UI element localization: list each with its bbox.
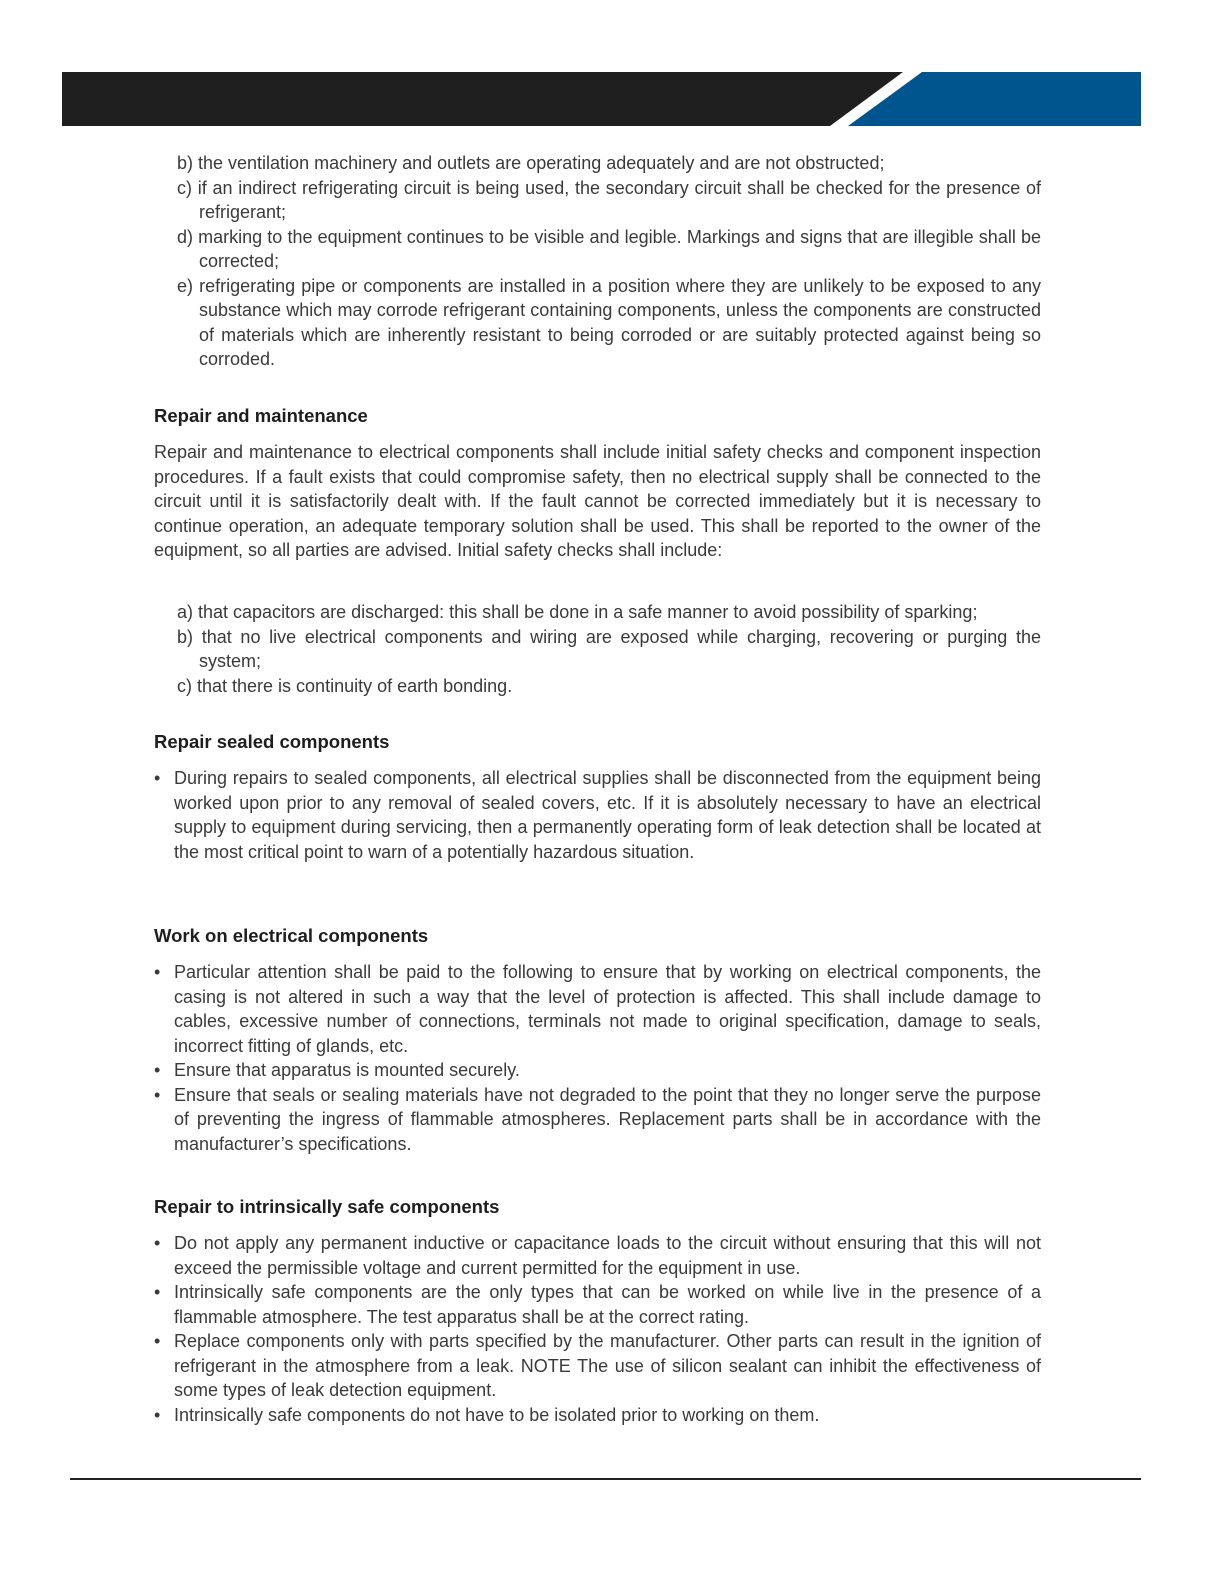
- bullet-item: • Replace components only with parts specified by the manufacturer. Other parts can result in the ignition of refrigerant in the atmosphere from a leak. NOTE The use of silicon sealant can inhibit the effectiveness of some types of leak detection equipment.: [154, 1331, 1041, 1400]
- safety-checks-list: [154, 600, 1041, 698]
- list-item: b) the ventilation machinery and outlets are operating adequately and are not obstructed;: [177, 153, 885, 173]
- bullet-item: • Intrinsically safe components are the only types that can be worked on while live in the presence of a flammable atmosphere. The test apparatus shall be at the correct rating.: [154, 1282, 1041, 1327]
- bullet-item: • Do not apply any permanent inductive or capacitance loads to the circuit without ensuring that this will not exceed the permissible voltage and current permitted for the equipment in use.: [154, 1233, 1041, 1278]
- bullet-item: • During repairs to sealed components, all electrical supplies shall be disconnected from the equipment being worked upon prior to any removal of sealed covers, etc. If it is absolutely necessary to have an electrical supply to equipment during servicing, then a permanently operating form of leak detection shall be located at the most critical point to warn of a potentially hazardous situation.: [154, 768, 1041, 862]
- header-banner: [0, 0, 1224, 140]
- section-heading: Repair and maintenance: [154, 405, 368, 426]
- bullet-item: • Ensure that seals or sealing materials have not degraded to the point that they no longer serve the purpose of preventing the ingress of flammable atmospheres. Replacement parts shall be in accordance with the manufacturer’s specifications.: [154, 1084, 1041, 1154]
- list-item: b) that no live electrical components and wiring are exposed while charging, recovering or purging the system;: [177, 626, 1041, 671]
- bullet-list: [154, 766, 1041, 864]
- bullet-item: • Ensure that apparatus is mounted securely.: [154, 1060, 520, 1080]
- bullet-item: • Particular attention shall be paid to the following to ensure that by working on electrical components, the casing is not altered in such a way that the level of protection is affected. This shall include damage to cables, excessive number of connections, terminals not made to original specification, damage to seals, incorrect fitting of glands, etc.: [154, 962, 1041, 1056]
- bullet-list: [154, 960, 1041, 1156]
- list-item: c) if an indirect refrigerating circuit is being used, the secondary circuit shall be checked for the presence of refrigerant;: [177, 177, 1041, 222]
- section-heading: Repair sealed components: [154, 731, 390, 752]
- section-heading: Work on electrical components: [154, 925, 429, 946]
- list-item: d) marking to the equipment continues to be visible and legible. Markings and signs that are illegible shall be corrected;: [177, 226, 1041, 271]
- header-dark-band: [62, 72, 903, 126]
- bullet-list: [154, 1231, 1041, 1427]
- section-paragraph: Repair and maintenance to electrical components shall include initial safety checks and component inspection procedures. If a fault exists that could compromise safety, then no electrical supply shall be connected to the circuit until it is satisfactorily dealt with. If the fault cannot be corrected immediately but it is necessary to continue operation, an adequate temporary solution shall be used. This shall be reported to the owner of the equipment, so all parties are advised. Initial safety checks shall include:: [154, 442, 1041, 560]
- list-item: c) that there is continuity of earth bonding.: [177, 675, 513, 696]
- section-heading: Repair to intrinsically safe components: [154, 1196, 500, 1217]
- checks-list: [154, 151, 1041, 372]
- list-item: a) that capacitors are discharged: this shall be done in a safe manner to avoid possibility of sparking;: [177, 602, 978, 622]
- footer-divider: [70, 1478, 1141, 1480]
- list-item: e) refrigerating pipe or components are installed in a position where they are unlikely to be exposed to any substance which may corrode refrigerant containing components, unless the components are constructed of materials which are inherently resistant to being corroded or are suitably protected against being so corroded.: [177, 275, 1041, 369]
- bullet-item: • Intrinsically safe components do not have to be isolated prior to working on them.: [154, 1404, 820, 1425]
